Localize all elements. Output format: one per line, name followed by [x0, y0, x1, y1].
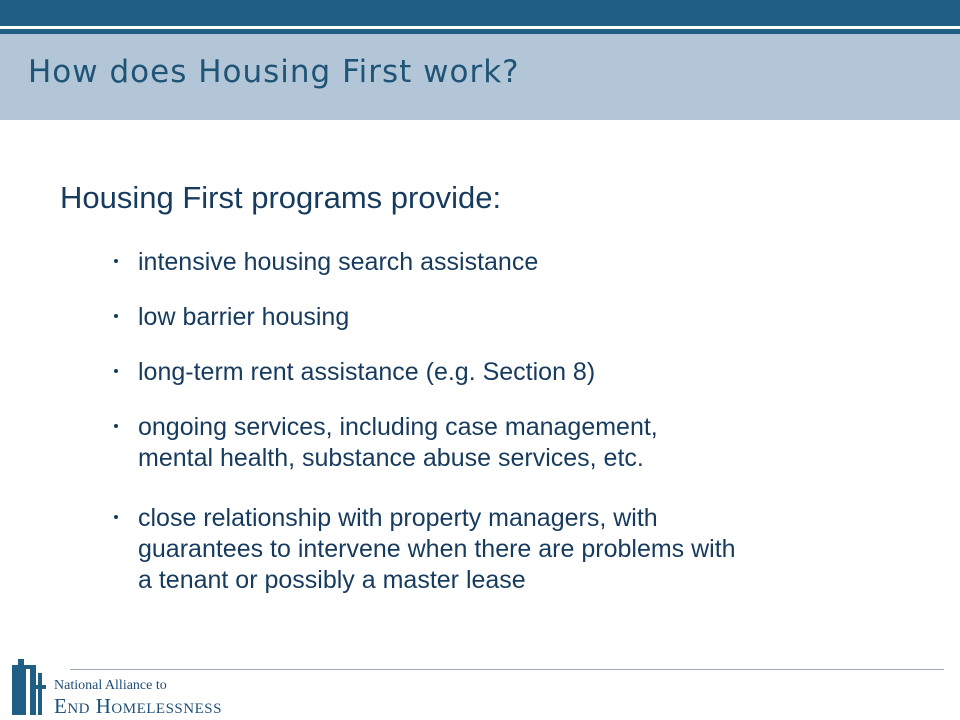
bullet-text: long-term rent assistance (e.g. Section 8) [138, 358, 596, 386]
bullet-dot-icon [114, 515, 118, 519]
logo-text-line1: National Alliance to [54, 678, 167, 693]
logo-text-line2: End Homelessness [54, 694, 222, 718]
header-top-bar [0, 0, 960, 26]
bullet-text: low barrier housing [138, 303, 350, 331]
bullet-text: ongoing services, including case management, mental health, substance abuse services, etc. [138, 413, 658, 472]
house-logo-icon [8, 655, 50, 717]
bullet-text: close relationship with property managers, with guarantees to intervene when there are problems with a tenant or possibly a master lease [138, 504, 736, 594]
bullet-text: intensive housing search assistance [138, 248, 539, 276]
lead-text: Housing First programs provide: [60, 180, 502, 215]
bullet-dot-icon [114, 259, 118, 263]
slide-title: How does Housing First work? [28, 54, 520, 90]
bullet-dot-icon [114, 424, 118, 428]
bullet-dot-icon [114, 314, 118, 318]
bullet-dot-icon [114, 369, 118, 373]
organization-logo [8, 655, 248, 717]
